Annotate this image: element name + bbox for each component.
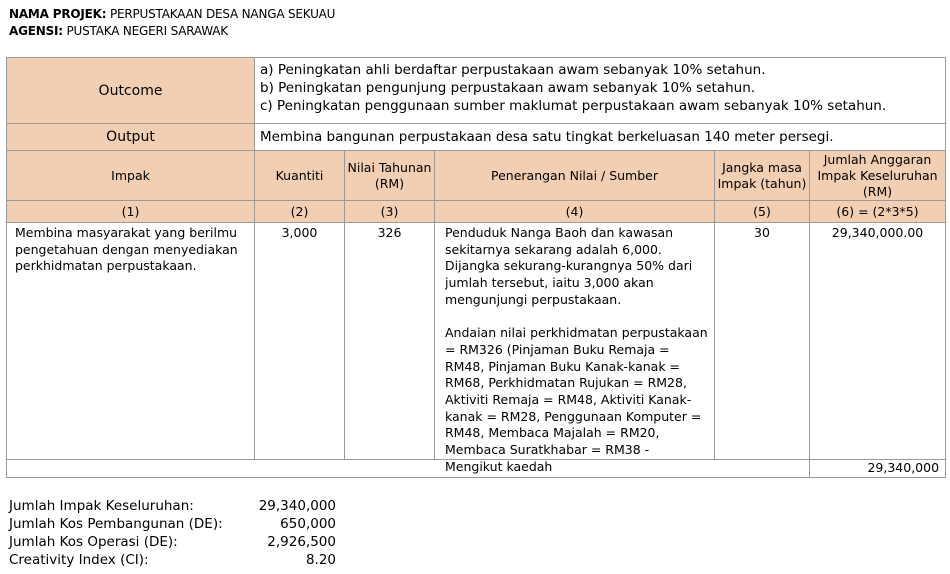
output-text: Membina bangunan perpustakaan desa satu tingkat berkeluasan 140 meter persegi. bbox=[255, 124, 946, 151]
penerangan-para-2: Andaian nilai perkhidmatan perpustakaan = RM326 (Pinjaman Buku Remaja = RM48, Pinjaman Buku Kanak-kanak = RM68, Perkhidmatan Rujukan = RM28, Aktiviti Remaja = RM48, Aktiviti Kanak-kanak = RM28, Penggunaan Komputer = RM48, Membaca Majalah = RM20, Membaca Suratkhabar = RM38 - Mengikut kaedah bbox=[445, 325, 708, 474]
project-name-line bbox=[9, 7, 335, 21]
col-num-5: (5) bbox=[715, 201, 810, 223]
summary-row bbox=[9, 497, 336, 515]
column-number-row bbox=[7, 201, 946, 223]
cell-jangka: 30 bbox=[715, 223, 810, 460]
summary-label: Jumlah Kos Pembangunan (DE): bbox=[9, 516, 223, 532]
output-row bbox=[7, 124, 946, 151]
col-num-3: (3) bbox=[345, 201, 435, 223]
impak-text: Membina masyarakat yang berilmu pengetahuan dengan menyediakan perkhidmatan perpustakaan. bbox=[15, 225, 238, 274]
impact-table bbox=[6, 57, 946, 478]
summary-row bbox=[9, 515, 336, 533]
summary-row bbox=[9, 551, 336, 569]
penerangan-para-1: Penduduk Nanga Baoh dan kawasan sekitarnya sekarang adalah 6,000. Dijangka sekurang-kurangnya 50% dari jumlah tersebut, iaitu 3,000 akan mengunjungi perpustakaan. bbox=[445, 225, 693, 307]
summary-value: 8.20 bbox=[305, 552, 336, 568]
col-header-jumlah: Jumlah Anggaran Impak Keseluruhan (RM) bbox=[810, 151, 946, 201]
col-num-6: (6) = (2*3*5) bbox=[810, 201, 946, 223]
summary-label: Creativity Index (CI): bbox=[9, 552, 149, 568]
column-header-row bbox=[7, 151, 946, 201]
total-spacer bbox=[7, 460, 810, 478]
project-label: NAMA PROJEK: bbox=[9, 7, 107, 21]
cell-nilai: 326 bbox=[345, 223, 435, 460]
penerangan-text bbox=[445, 225, 708, 474]
col-num-1: (1) bbox=[7, 201, 255, 223]
cell-impak bbox=[7, 223, 255, 460]
col-header-nilai: Nilai Tahunan (RM) bbox=[345, 151, 435, 201]
cell-jumlah: 29,340,000.00 bbox=[810, 223, 946, 460]
outcome-row bbox=[7, 58, 946, 124]
cell-kuantiti: 3,000 bbox=[255, 223, 345, 460]
agency-value: PUSTAKA NEGERI SARAWAK bbox=[66, 24, 228, 38]
outcome-text bbox=[255, 58, 946, 124]
summary-row bbox=[9, 533, 336, 551]
summary-value: 29,340,000 bbox=[258, 498, 336, 514]
col-header-penerangan: Penerangan Nilai / Sumber bbox=[435, 151, 715, 201]
summary-label: Jumlah Impak Keseluruhan: bbox=[9, 498, 194, 514]
summary-block bbox=[9, 497, 336, 569]
cell-penerangan bbox=[435, 223, 715, 474]
total-value: 29,340,000 bbox=[810, 460, 946, 478]
summary-value: 650,000 bbox=[280, 516, 336, 532]
col-header-impak: Impak bbox=[7, 151, 255, 201]
col-num-2: (2) bbox=[255, 201, 345, 223]
col-header-jangka: Jangka masa Impak (tahun) bbox=[715, 151, 810, 201]
outcome-line-a: a) Peningkatan ahli berdaftar perpustakaan awam sebanyak 10% setahun. bbox=[260, 62, 766, 78]
project-value: PERPUSTAKAAN DESA NANGA SEKUAU bbox=[109, 7, 336, 21]
col-num-4: (4) bbox=[435, 201, 715, 223]
outcome-line-c: c) Peningkatan penggunaan sumber maklumat perpustakaan awam sebanyak 10% setahun. bbox=[260, 98, 887, 114]
agency-label: AGENSI: bbox=[9, 24, 63, 38]
col-header-kuantiti: Kuantiti bbox=[255, 151, 345, 201]
output-label: Output bbox=[7, 124, 255, 151]
summary-value: 2,926,500 bbox=[267, 534, 336, 550]
table-row bbox=[7, 223, 946, 460]
outcome-label: Outcome bbox=[7, 58, 255, 124]
outcome-line-b: b) Peningkatan pengunjung perpustakaan awam sebanyak 10% setahun. bbox=[260, 80, 756, 96]
summary-label: Jumlah Kos Operasi (DE): bbox=[9, 534, 178, 550]
agency-line bbox=[9, 24, 228, 38]
